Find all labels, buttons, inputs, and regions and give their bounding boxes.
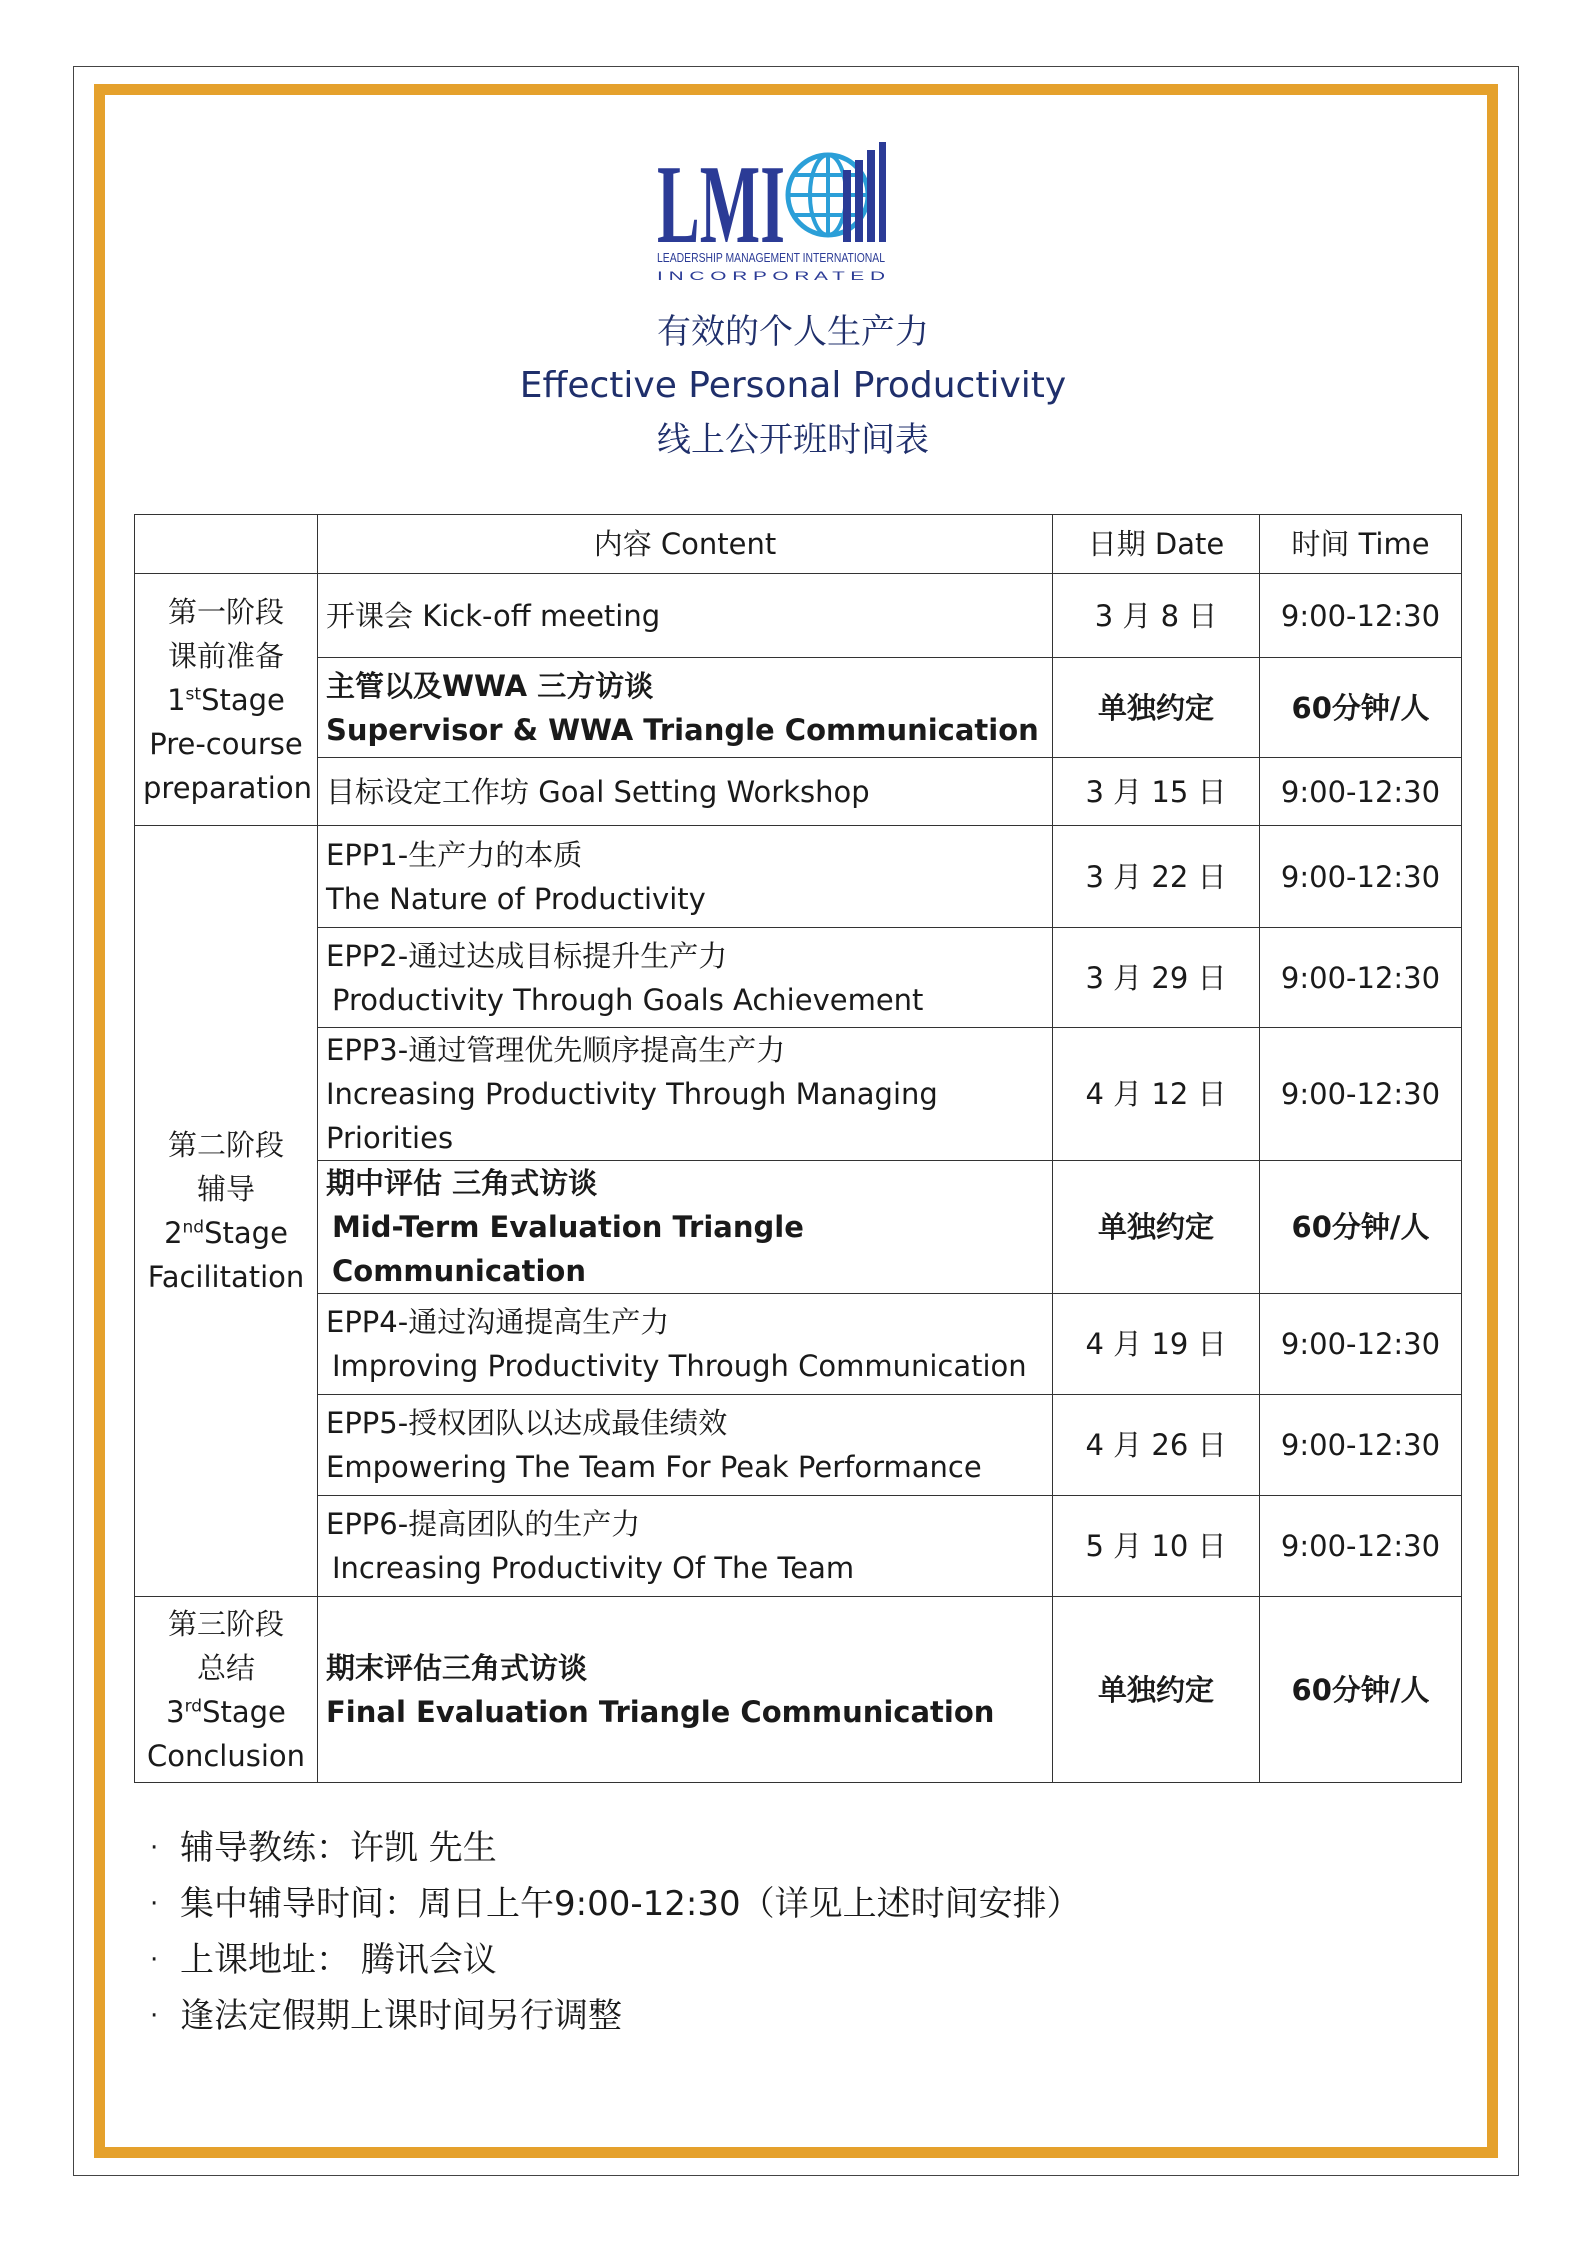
table-row xyxy=(135,1395,1462,1496)
stage2-cell xyxy=(135,826,318,1597)
content-cell: EPP1-生产力的本质 The Nature of Productivity xyxy=(318,826,1053,928)
time-cell: 9:00-12:30 xyxy=(1260,826,1462,928)
logo-line2: I N C O R P O R A T E D xyxy=(657,269,886,283)
bullet-icon: · xyxy=(150,1889,159,1919)
date-cell: 单独约定 xyxy=(1053,1161,1260,1294)
date-cell: 4 月 19 日 xyxy=(1053,1294,1260,1395)
stage1-zh: 第一阶段 xyxy=(167,594,284,629)
table-row xyxy=(135,928,1462,1028)
list-item: · 集中辅导时间：周日上午9:00-12:30（详见上述时间安排） xyxy=(150,1876,1081,1932)
time-cell: 9:00-12:30 xyxy=(1260,1294,1462,1395)
table-row xyxy=(135,1294,1462,1395)
time-cell: 9:00-12:30 xyxy=(1260,1028,1462,1161)
time-cell: 9:00-12:30 xyxy=(1260,928,1462,1028)
time-cell: 9:00-12:30 xyxy=(1260,574,1462,658)
title-block xyxy=(0,305,1586,467)
table-row xyxy=(135,1161,1462,1294)
content-cell: EPP5-授权团队以达成最佳绩效 Empowering The Team For Peak Performance xyxy=(318,1395,1053,1496)
date-cell: 3 月 15 日 xyxy=(1053,758,1260,826)
stage1-en2: preparation xyxy=(143,770,312,805)
stage1-en: Pre-course xyxy=(149,726,303,761)
stage2-ordinal: 2ndStage xyxy=(164,1216,288,1250)
table-header-row xyxy=(135,515,1462,574)
time-cell: 60分钟/人 xyxy=(1260,1161,1462,1294)
schedule-table xyxy=(134,514,1462,1783)
bullet-icon: · xyxy=(150,2001,159,2031)
stage1-zh2: 课前准备 xyxy=(167,638,284,673)
bullet-icon: · xyxy=(150,1945,159,1975)
stage2-zh: 第二阶段 xyxy=(167,1128,284,1162)
stage1-cell xyxy=(135,574,318,826)
stage3-zh: 第三阶段 xyxy=(167,1606,284,1641)
table-row xyxy=(135,1597,1462,1783)
time-cell: 60分钟/人 xyxy=(1260,1597,1462,1783)
list-item: · 辅导教练：许凯 先生 xyxy=(150,1820,1081,1876)
content-cell: EPP3-通过管理优先顺序提高生产力 Increasing Productivity Through Managing Priorities xyxy=(318,1028,1053,1161)
stage3-zh2: 总结 xyxy=(196,1650,255,1685)
time-cell: 9:00-12:30 xyxy=(1260,1395,1462,1496)
notes-list xyxy=(150,1820,1081,2044)
content-cell: EPP4-通过沟通提高生产力 Improving Productivity Through Communication xyxy=(318,1294,1053,1395)
content-cell: 主管以及WWA 三方访谈 Supervisor & WWA Triangle Communication xyxy=(318,658,1053,758)
time-cell: 60分钟/人 xyxy=(1260,658,1462,758)
header-time: 时间 Time xyxy=(1260,515,1462,574)
table-row xyxy=(135,658,1462,758)
content-cell: 期中评估 三角式访谈 Mid-Term Evaluation Triangle Communication xyxy=(318,1161,1053,1294)
date-cell: 3 月 8 日 xyxy=(1053,574,1260,658)
content-cell: 目标设定工作坊 Goal Setting Workshop xyxy=(318,758,1053,826)
date-cell: 4 月 26 日 xyxy=(1053,1395,1260,1496)
logo-wordmark: LMI xyxy=(657,143,785,267)
time-cell: 9:00-12:30 xyxy=(1260,758,1462,826)
header-content: 内容 Content xyxy=(318,515,1053,574)
content-cell: EPP6-提高团队的生产力 Increasing Productivity Of The Team xyxy=(318,1496,1053,1597)
stage3-ordinal: 3rdStage xyxy=(166,1694,286,1729)
table-row xyxy=(135,758,1462,826)
logo-line1: LEADERSHIP MANAGEMENT INTERNATIONAL xyxy=(657,250,885,265)
stage2-en: Facilitation xyxy=(147,1260,305,1294)
title-zh: 有效的个人生产力 xyxy=(657,312,929,352)
title-en: Effective Personal Productivity xyxy=(519,365,1067,406)
date-cell: 5 月 10 日 xyxy=(1053,1496,1260,1597)
time-cell: 9:00-12:30 xyxy=(1260,1496,1462,1597)
stage3-en: Conclusion xyxy=(146,1738,306,1773)
bullet-icon: · xyxy=(150,1833,159,1863)
date-cell: 单独约定 xyxy=(1053,1597,1260,1783)
list-item: · 逢法定假期上课时间另行调整 xyxy=(150,1988,1081,2044)
content-cell: 开课会 Kick-off meeting xyxy=(318,574,1053,658)
list-item: · 上课地址： 腾讯会议 xyxy=(150,1932,1081,1988)
stage2-zh2: 辅导 xyxy=(196,1172,255,1206)
date-cell: 3 月 29 日 xyxy=(1053,928,1260,1028)
table-row xyxy=(135,1028,1462,1161)
header-date: 日期 Date xyxy=(1053,515,1260,574)
title-sub: 线上公开班时间表 xyxy=(657,420,929,460)
stage1-ordinal: 1stStage xyxy=(167,682,285,717)
date-cell: 3 月 22 日 xyxy=(1053,826,1260,928)
table-row xyxy=(135,574,1462,658)
date-cell: 单独约定 xyxy=(1053,658,1260,758)
content-cell: EPP2-通过达成目标提升生产力 Productivity Through Goals Achievement xyxy=(318,928,1053,1028)
table-row xyxy=(135,1496,1462,1597)
lmi-logo xyxy=(655,140,887,285)
content-cell: 期末评估三角式访谈 Final Evaluation Triangle Communication xyxy=(318,1597,1053,1783)
bars-icon xyxy=(843,142,886,242)
date-cell: 4 月 12 日 xyxy=(1053,1028,1260,1161)
stage3-cell xyxy=(135,1597,318,1783)
header-stage xyxy=(135,515,318,574)
table-row xyxy=(135,826,1462,928)
